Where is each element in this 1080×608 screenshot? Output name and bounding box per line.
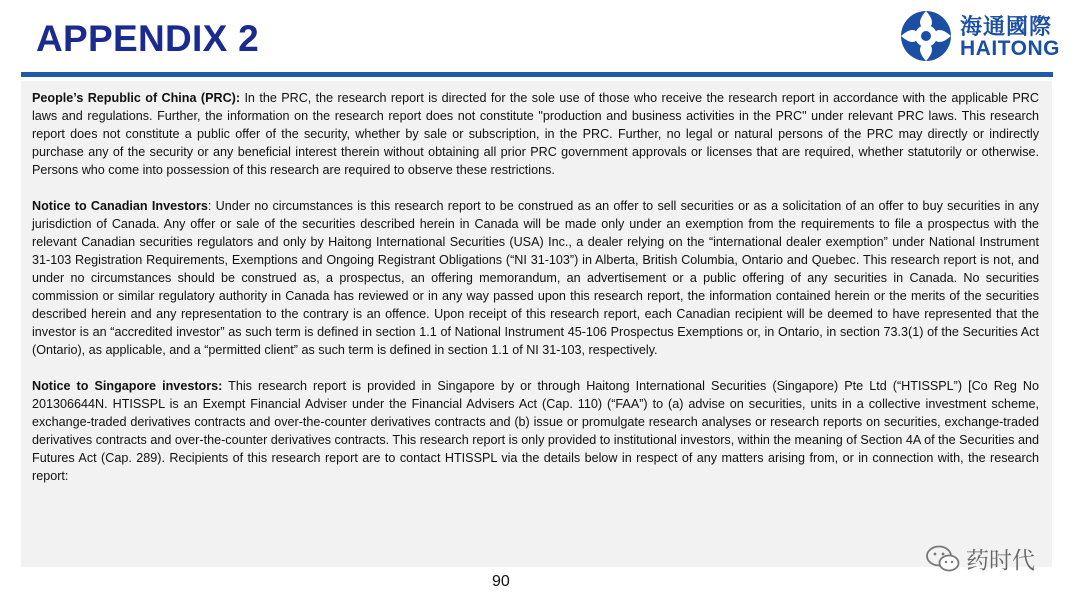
prc-body: In the PRC, the research report is directed for the sole use of those who receive the research report in accordance with the applicable PRC laws and regulations. Further, the information on the research report does not constitute "production and business activities in the PRC" under relevant PRC laws. This research report does not constitute a public offer of the security, whether by sale or subscription, in the PRC. Further, no legal or natural persons of the PRC may directly or indirectly purchase any of the security or any beneficial interest therein without obtaining all prior PRC government approvals or licenses that are required, whether statutorily or otherwise. Persons who come into possession of this research are required to observe these restrictions. [32,91,1039,177]
canada-paragraph [32,197,1039,359]
disclaimer-panel [21,81,1052,567]
header-divider [21,72,1053,77]
canada-heading: Notice to Canadian Investors [32,199,208,213]
singapore-body: This research report is provided in Singapore by or through Haitong International Securities (Singapore) Pte Ltd (“HTISSPL”) [Co Reg No 201306644N. HTISSPL is an Exempt Financial Adviser under the Financial Advisers Act (Cap. 110) (“FAA”) to (a) advise on securities, units in a collective investment scheme, exchange-traded derivatives contracts and over-the-counter derivatives contracts and (b) issue or promulgate research analyses or research reports on securities, exchange-traded derivatives contracts and over-the-counter derivatives contracts. This research report is only provided to institutional investors, within the meaning of Section 4A of the Securities and Futures Act (Cap. 289). Recipients of this research report are to contact HTISSPL via the details below in respect of any matters arising from, or in connection with, the research report: [32,379,1039,483]
haitong-logo [898,8,1058,64]
prc-heading: People’s Republic of China (PRC): [32,91,241,105]
page-number: 90 [492,573,510,590]
watermark [926,542,1035,575]
logo-chinese-text: 海通國際 [960,15,1053,40]
watermark-text: 药时代 [966,548,1035,574]
page-title: APPENDIX 2 [36,18,260,59]
singapore-heading: Notice to Singapore investors: [32,379,223,393]
wechat-icon [926,545,960,573]
prc-paragraph [32,89,1039,179]
canada-body: : Under no circumstances is this research report to be construed as an offer to sell securities or as a solicitation of an offer to buy securities in any jurisdiction of Canada. Any offer or sale of the securities described herein in Canada will be made only under an exemption from the requirements to file a prospectus with the relevant Canadian securities regulators and only by Haitong International Securities (USA) Inc., a dealer relying on the “international dealer exemption” under National Instrument 31-103 Registration Requirements, Exemptions and Ongoing Registrant Obligations (“NI 31-103”) in Alberta, British Columbia, Ontario and Quebec. This research report is not, and under no circumstances should be construed as, a prospectus, an offering memorandum, an advertisement or a public offering of any securities in Canada. No securities commission or similar regulatory authority in Canada has reviewed or in any way passed upon this research report, the information contained herein or the merits of the securities described herein and any representation to the contrary is an offence. Upon receipt of this research report, each Canadian recipient will be deemed to have represented that the investor is an “accredited investor” as such term is defined in section 1.1 of National Instrument 45-106 Prospectus Exemptions or, in Ontario, in section 73.3(1) of the Securities Act (Ontario), as applicable, and a “permitted client” as such term is defined in section 1.1 of NI 31-103, respectively. [32,199,1039,357]
haitong-logo-icon [898,8,954,64]
singapore-paragraph [32,377,1039,485]
logo-english-text: HAITONG [960,37,1060,60]
